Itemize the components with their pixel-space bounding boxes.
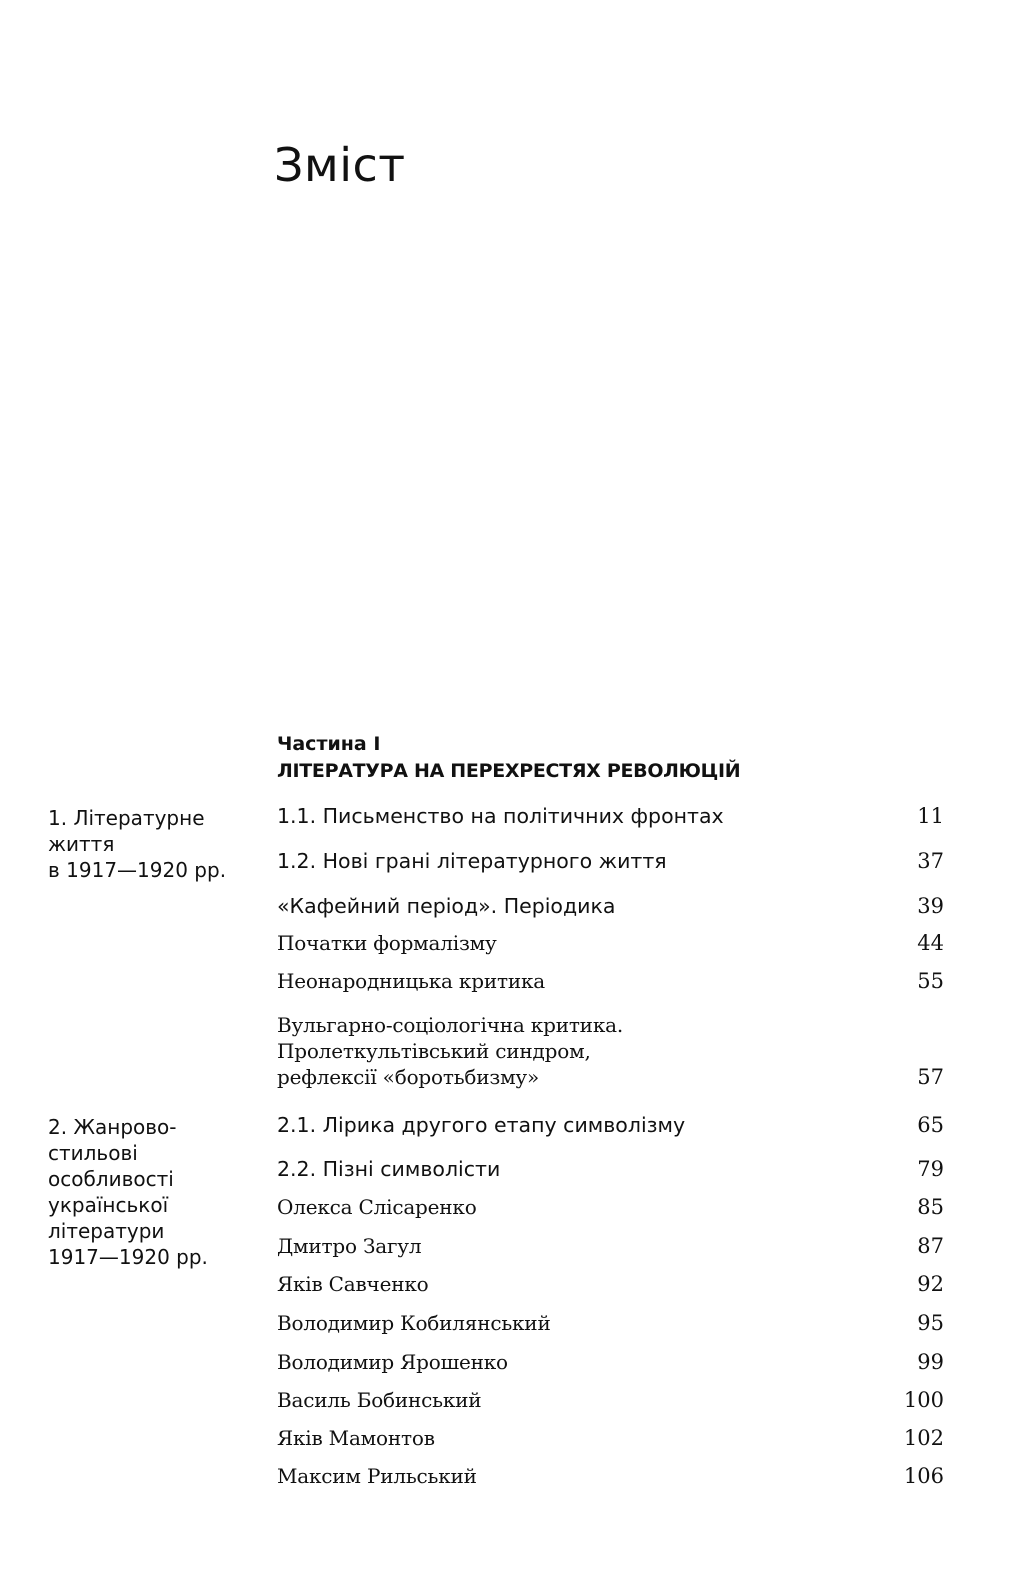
toc-entry-page: 57 <box>917 1065 944 1089</box>
part-title: ЛІТЕРАТУРА НА ПЕРЕХРЕСТЯХ РЕВОЛЮЦІЙ <box>277 760 741 782</box>
toc-entry-page: 11 <box>917 804 944 828</box>
toc-entry-title: Дмитро Загул <box>277 1234 422 1258</box>
toc-entry-title: Яків Мамонтов <box>277 1426 435 1450</box>
toc-entry-title: Володимир Ярошенко <box>277 1350 508 1374</box>
toc-entry-page: 87 <box>917 1234 944 1258</box>
toc-entry-page: 99 <box>917 1350 944 1374</box>
toc-entry-page: 95 <box>917 1311 944 1335</box>
toc-entry-title: Василь Бобинський <box>277 1388 482 1412</box>
toc-entry-page: 37 <box>917 849 944 873</box>
toc-entry-page: 106 <box>903 1464 944 1488</box>
toc-entry-title: Початки формалізму <box>277 931 497 955</box>
section-heading: 1. Літературне життя в 1917—1920 рр. <box>48 806 227 882</box>
toc-entry-title: Олекса Слісаренко <box>277 1195 477 1219</box>
section-heading: 2. Жанрово- стильові особливості української літератури 1917—1920 рр. <box>48 1115 208 1269</box>
toc-entry-title: Максим Рильський <box>277 1464 477 1488</box>
part-label: Частина І <box>277 733 381 755</box>
toc-entry-title: «Кафейний період». Періодика <box>277 894 616 918</box>
toc-entry-title: Яків Савченко <box>277 1272 429 1296</box>
toc-entry-title: 2.1. Лірика другого етапу символізму <box>277 1113 686 1137</box>
toc-entry-page: 85 <box>917 1195 944 1219</box>
toc-entry-title: Вульгарно-соціологічна критика. Пролеткультівський синдром, рефлексії «боротьбизму» <box>277 1013 623 1089</box>
toc-entry-page: 79 <box>917 1157 944 1181</box>
toc-entry-title: 1.1. Письменство на політичних фронтах <box>277 804 724 828</box>
toc-entry-title: Неонародницька критика <box>277 969 545 993</box>
toc-entry-page: 92 <box>917 1272 944 1296</box>
toc-entry-page: 100 <box>903 1388 944 1412</box>
toc-entry-page: 55 <box>917 969 944 993</box>
toc-entry-title: 1.2. Нові грані літературного життя <box>277 849 667 873</box>
toc-entry-title: Володимир Кобилянський <box>277 1311 551 1335</box>
toc-entry-page: 39 <box>917 894 944 918</box>
toc-entry-page: 44 <box>917 931 944 955</box>
toc-entry-title: 2.2. Пізні символісти <box>277 1157 501 1181</box>
page-title: Зміст <box>274 138 406 192</box>
toc-entry-page: 65 <box>917 1113 944 1137</box>
toc-entry-page: 102 <box>903 1426 944 1450</box>
